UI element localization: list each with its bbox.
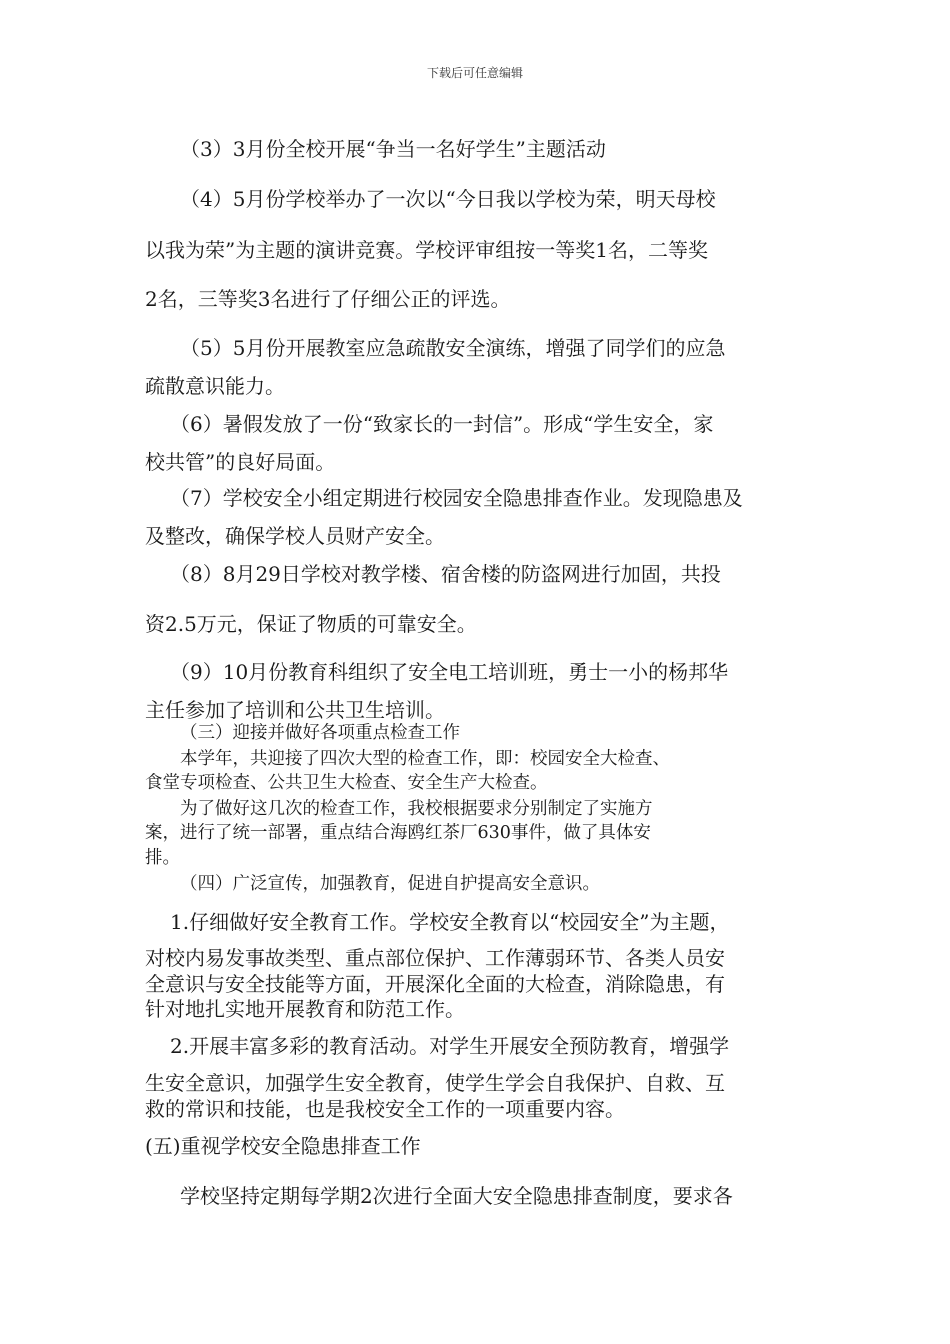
paragraph-line: （4）5月份学校举办了一次以“今日我以学校为荣，明天母校 <box>180 187 716 211</box>
paragraph-line: 生安全意识，加强学生安全教育，使学生学会自我保护、自救、互 <box>145 1071 725 1095</box>
paragraph-line: 对校内易发事故类型、重点部位保护、工作薄弱环节、各类人员安 <box>145 946 725 970</box>
paragraph-line: 本学年，共迎接了四次大型的检查工作，即：校园安全大检查、 <box>180 749 670 769</box>
paragraph-line: 为了做好这几次的检查工作，我校根据要求分别制定了实施方 <box>180 799 653 819</box>
paragraph-line: 全意识与安全技能等方面，开展深化全面的大检查，消除隐患，有 <box>145 972 725 996</box>
paragraph-line: 资2.5万元，保证了物质的可靠安全。 <box>145 612 477 636</box>
paragraph-line: 及整改，确保学校人员财产安全。 <box>145 524 445 548</box>
paragraph-line: 1.仔细做好安全教育工作。学校安全教育以“校园安全”为主题， <box>170 910 730 934</box>
section-heading: (五)重视学校安全隐患排查工作 <box>145 1134 421 1158</box>
paragraph-line: 疏散意识能力。 <box>145 374 285 398</box>
paragraph-line: （8）8月29日学校对教学楼、宿舍楼的防盗网进行加固，共投 <box>170 562 721 586</box>
paragraph-line: （9）10月份教育科组织了安全电工培训班，勇士一小的杨邦华 <box>170 660 729 684</box>
page-header: 下载后可任意编辑 <box>426 66 523 80</box>
paragraph-line: 2.开展丰富多彩的教育活动。对学生开展安全预防教育，增强学 <box>170 1034 730 1058</box>
section-heading: （三）迎接并做好各项重点检查工作 <box>180 723 460 743</box>
paragraph-line: 校共管”的良好局面。 <box>145 450 336 474</box>
paragraph-line: 主任参加了培训和公共卫生培训。 <box>145 698 445 722</box>
paragraph-line: 案，进行了统一部署，重点结合海鸥红茶厂630事件，做了具体安 <box>145 823 651 843</box>
paragraph-line: （6）暑假发放了一份“致家长的一封信”。形成“学生安全，家 <box>170 412 714 436</box>
paragraph-line: 排。 <box>145 848 180 868</box>
paragraph-line: 2名，三等奖3名进行了仔细公正的评选。 <box>145 287 511 311</box>
section-heading: （四）广泛宣传，加强教育，促进自护提高安全意识。 <box>180 874 600 894</box>
paragraph-line: 食堂专项检查、公共卫生大检查、安全生产大检查。 <box>145 773 548 793</box>
paragraph-line: （7）学校安全小组定期进行校园安全隐患排查作业。发现隐患及 <box>170 486 743 510</box>
paragraph-line: （3）3月份全校开展“争当一名好学生”主题活动 <box>180 137 606 161</box>
paragraph-line: 学校坚持定期每学期2次进行全面大安全隐患排查制度，要求各 <box>180 1184 733 1208</box>
paragraph-line: 以我为荣”为主题的演讲竞赛。学校评审组按一等奖1名，二等奖 <box>145 238 708 262</box>
paragraph-line: 救的常识和技能，也是我校安全工作的一项重要内容。 <box>145 1097 625 1121</box>
paragraph-line: 针对地扎实地开展教育和防范工作。 <box>145 997 465 1021</box>
paragraph-line: （5）5月份开展教室应急疏散安全演练，增强了同学们的应急 <box>180 336 726 360</box>
